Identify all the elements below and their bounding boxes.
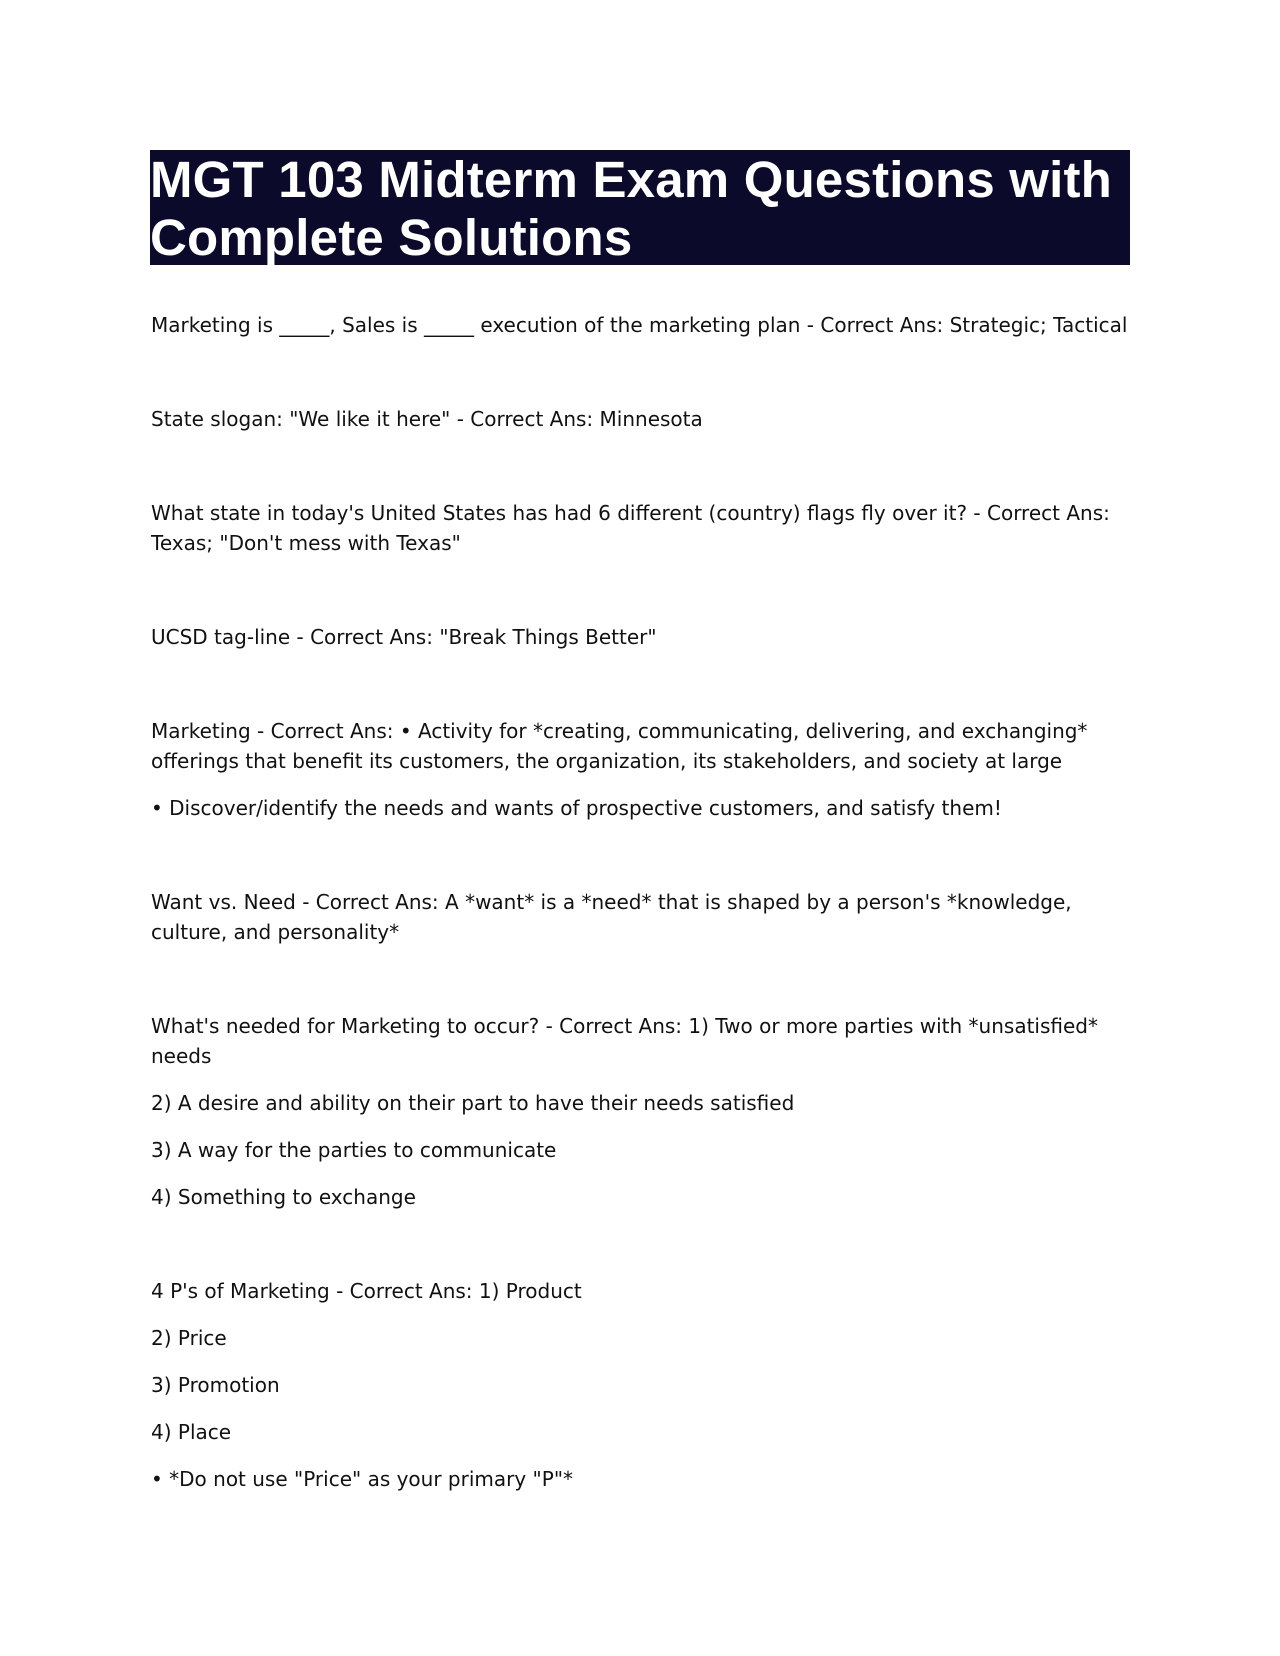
qa-item [151,1276,1131,1494]
qa-line: UCSD tag-line - Correct Ans: "Break Things Better" [151,625,657,649]
qa-item [151,404,1131,434]
qa-item [151,622,1131,652]
qa-list [151,310,1131,1558]
qa-line: 4) Place [151,1420,232,1444]
qa-item [151,716,1131,823]
document-title: MGT 103 Midterm Exam Questions with Complete Solutions [150,151,1113,266]
qa-line: 2) Price [151,1326,227,1350]
qa-line: Marketing is _____, Sales is _____ execution of the marketing plan - Correct Ans: Strategic; Tactical [151,313,1128,337]
qa-line: 4 P's of Marketing - Correct Ans: 1) Product [151,1279,582,1303]
qa-line: 3) A way for the parties to communicate [151,1138,557,1162]
qa-line: • Discover/identify the needs and wants of prospective customers, and satisfy them! [151,796,1002,820]
qa-line: Marketing - Correct Ans: • Activity for *creating, communicating, delivering, and exchanging* offerings that benefit its customers, the organization, its stakeholders, and society at large [151,719,1088,773]
qa-line: • *Do not use "Price" as your primary "P"* [151,1467,574,1491]
qa-line: What's needed for Marketing to occur? - Correct Ans: 1) Two or more parties with *unsatisfied* needs [151,1014,1099,1068]
qa-line: 2) A desire and ability on their part to have their needs satisfied [151,1091,795,1115]
qa-line: 4) Something to exchange [151,1185,416,1209]
qa-item [151,887,1131,947]
qa-item [151,310,1131,340]
qa-line: State slogan: "We like it here" - Correct Ans: Minnesota [151,407,703,431]
qa-line: 3) Promotion [151,1373,280,1397]
qa-item [151,498,1131,558]
qa-line: Want vs. Need - Correct Ans: A *want* is a *need* that is shaped by a person's *knowledge, culture, and personality* [151,890,1072,944]
title-banner [150,150,1130,265]
qa-item [151,1011,1131,1212]
qa-line: What state in today's United States has had 6 different (country) flags fly over it? - Correct Ans: Texas; "Don't mess with Texas" [151,501,1110,555]
